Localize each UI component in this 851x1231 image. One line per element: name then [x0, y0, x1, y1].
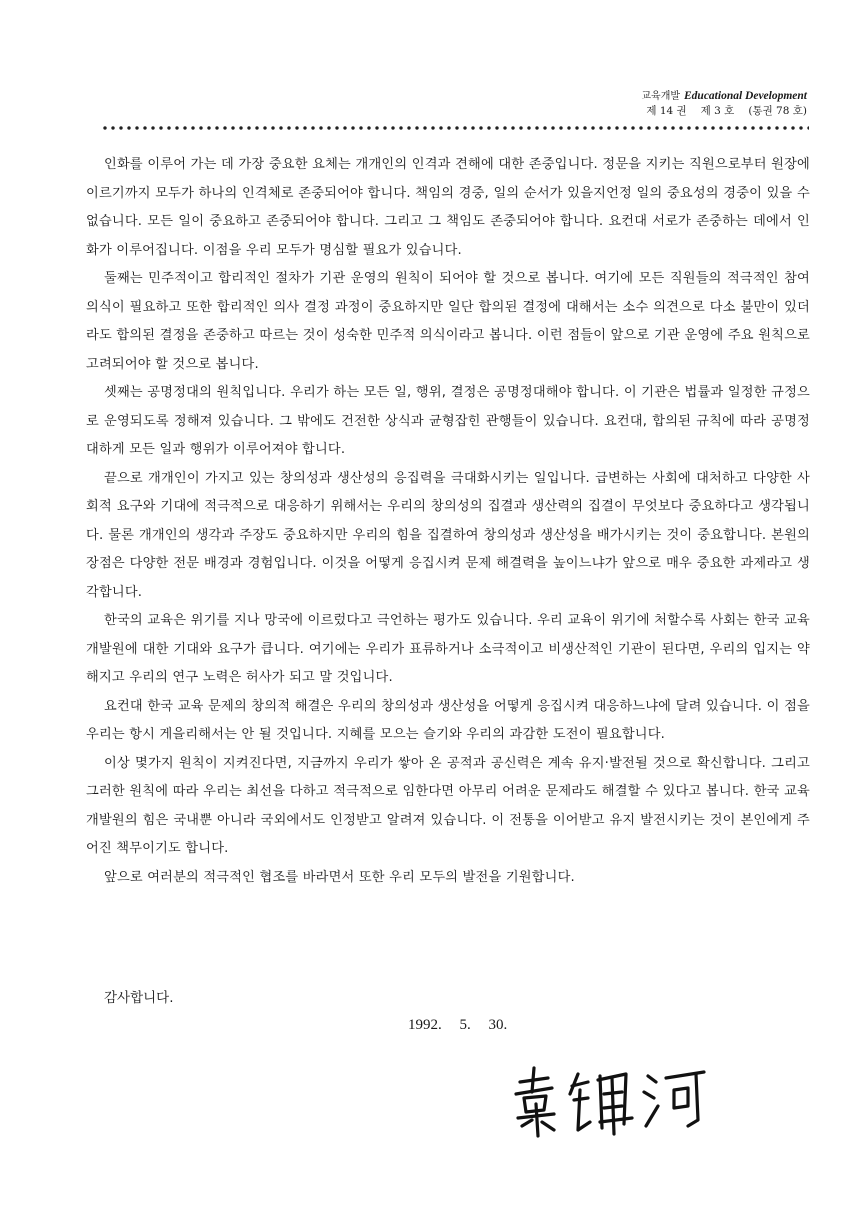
paragraph: 요컨대 한국 교육 문제의 창의적 해결은 우리의 창의성과 생산성을 어떻게 응집시켜 대응하느냐에 달려 있습니다. 이 점을 우리는 항시 게을리해서는 안 될 것입니다. 지혜를 모으는 슬기와 우리의 과감한 도전이 필요합니다.: [86, 698, 810, 742]
journal-title: [641, 89, 807, 104]
paragraph: 한국의 교육은 위기를 지나 망국에 이르렀다고 극언하는 평가도 있습니다. 우리 교육이 위기에 처할수록 사회는 한국 교육 개발원에 대한 기대와 요구가 큽니다. 여기에는 우리가 표류하거나 소극적이고 비생산적인 기관이 된다면, 우리의 입지는 약해지고 우리의 연구 노력은 허사가 되고 말 것입니다.: [86, 613, 810, 685]
paragraph: 셋째는 공명정대의 원칙입니다. 우리가 하는 모든 일, 행위, 결정은 공명정대해야 합니다. 이 기관은 법률과 일정한 규정으로 운영되도록 정해져 있습니다. 그 밖에도 건전한 상식과 균형잡힌 관행들이 있습니다. 요컨대, 합의된 규칙에 따라 공명정대하게 모든 일과 행위가 이루어져야 합니다.: [86, 385, 810, 457]
journal-header: [641, 89, 807, 119]
dotted-divider: [101, 125, 809, 131]
paragraph: 인화를 이루어 가는 데 가장 중요한 요체는 개개인의 인격과 견해에 대한 존중입니다. 정문을 지키는 직원으로부터 원장에 이르기까지 모두가 하나의 인격체로 존중되어야 합니다. 책임의 경중, 일의 순서가 있을지언정 일의 중요성의 경중이 있을 수 없습니다. 모든 일이 중요하고 존중되어야 합니다. 그리고 그 책임도 존중되어야 합니다. 요컨대 서로가 존중하는 데에서 인화가 이루어집니다. 이점을 우리 모두가 명심할 필요가 있습니다.: [86, 157, 810, 258]
closing-remark: 감사합니다.: [104, 990, 174, 1006]
issue-number: 제 3 호: [700, 105, 735, 117]
paragraph: 앞으로 여러분의 적극적인 협조를 바라면서 또한 우리 모두의 발전을 기원합니다.: [104, 869, 575, 885]
serial-number: (통권 78 호): [748, 105, 807, 117]
journal-title-korean: 교육개발: [641, 91, 681, 102]
signature-image: [508, 1060, 708, 1140]
journal-title-english: Educational Development: [684, 90, 807, 102]
issue-info: [641, 104, 807, 119]
letter-body: [86, 151, 810, 892]
paragraph: 둘째는 민주적이고 합리적인 절차가 기관 운영의 원칙이 되어야 할 것으로 봅니다. 여기에 모든 직원들의 적극적인 참여 의식이 필요하고 또한 합리적인 의사 결정 과정이 중요하지만 일단 합의된 결정에 대해서는 소수 의견으로 다소 불만이 있더라도 합의된 결정을 존중하고 따르는 것이 성숙한 민주적 의식이라고 봅니다. 이런 점들이 앞으로 기관 운영에 주요 원칙으로 고려되어야 할 것으로 봅니다.: [86, 271, 810, 372]
volume-number: 제 14 권: [646, 105, 687, 117]
paragraph: 끝으로 개개인이 가지고 있는 창의성과 생산성의 응집력을 극대화시키는 일입니다. 급변하는 사회에 대처하고 다양한 사회적 요구와 기대에 적극적으로 대응하기 위해서는 우리의 창의성의 집결과 생산력의 집결이 무엇보다 중요하다고 생각됩니다. 물론 개개인의 생각과 주장도 중요하지만 우리의 힘을 집결하여 창의성과 생산성을 배가시키는 것이 중요합니다. 본원의 장점은 다양한 전문 배경과 경험입니다. 이것을 어떻게 응집시켜 문제 해결력을 높이느냐가 앞으로 매우 중요한 과제라고 생각합니다.: [86, 470, 810, 600]
letter-date: 1992. 5. 30.: [408, 1017, 508, 1033]
paragraph: 이상 몇가지 원칙이 지켜진다면, 지금까지 우리가 쌓아 온 공적과 공신력은 계속 유지·발전될 것으로 확신합니다. 그리고 그러한 원칙에 따라 우리는 최선을 다하고 적극적으로 임한다면 아무리 어려운 문제라도 해결할 수 있다고 봅니다. 한국 교육 개발원의 힘은 국내뿐 아니라 국외에서도 인정받고 알려져 있습니다. 이 전통을 이어받고 유지 발전시키는 것이 본인에게 주어진 책무이기도 합니다.: [86, 755, 810, 856]
